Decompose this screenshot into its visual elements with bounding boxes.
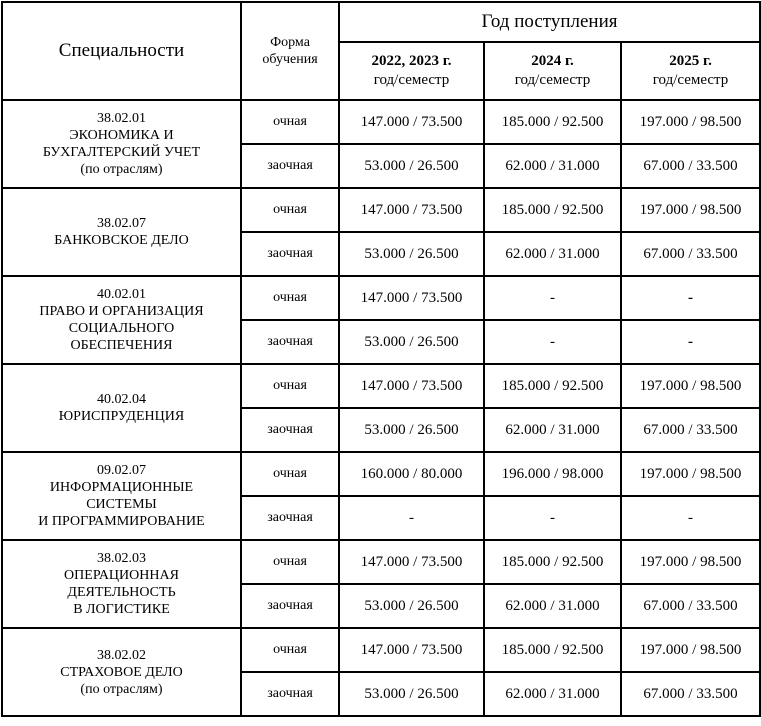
- specialty-name-line: (по отраслям): [80, 681, 163, 697]
- study-form-cell: заочная: [241, 672, 339, 716]
- specialty-name-line: И ПРОГРАММИРОВАНИЕ: [38, 514, 205, 529]
- specialty-name-line: ОПЕРАЦИОННАЯ: [64, 568, 179, 583]
- price-cell: 197.000 / 98.500: [621, 364, 760, 408]
- price-cell: 62.000 / 31.000: [484, 232, 621, 276]
- price-cell: 147.000 / 73.500: [339, 628, 484, 672]
- price-cell: 62.000 / 31.000: [484, 672, 621, 716]
- study-form-cell: очная: [241, 628, 339, 672]
- study-form-cell: очная: [241, 100, 339, 144]
- specialty-code: 38.02.01: [97, 111, 146, 126]
- study-form-cell: заочная: [241, 232, 339, 276]
- price-empty-cell: -: [484, 320, 621, 364]
- form-header-line: обучения: [262, 52, 318, 67]
- price-cell: 53.000 / 26.500: [339, 320, 484, 364]
- unit-label: год/семестр: [652, 72, 729, 88]
- study-form-cell: заочная: [241, 408, 339, 452]
- unit-label: год/семестр: [514, 72, 591, 88]
- specialty-code: 38.02.03: [97, 551, 146, 566]
- header-row-top: [2, 2, 760, 42]
- price-cell: 185.000 / 92.500: [484, 540, 621, 584]
- price-cell: 185.000 / 92.500: [484, 188, 621, 232]
- price-cell: 67.000 / 33.500: [621, 584, 760, 628]
- price-cell: 147.000 / 73.500: [339, 276, 484, 320]
- form-header-line: Форма: [270, 35, 310, 50]
- price-cell: 160.000 / 80.000: [339, 452, 484, 496]
- price-empty-cell: -: [621, 276, 760, 320]
- specialty-name-line: ОБЕСПЕЧЕНИЯ: [70, 338, 173, 353]
- specialty-name-line: БУХГАЛТЕРСКИЙ УЧЕТ: [42, 145, 201, 160]
- price-empty-cell: -: [484, 276, 621, 320]
- specialty-code: 40.02.04: [97, 392, 146, 407]
- specialty-name-line: СОЦИАЛЬНОГО: [68, 321, 175, 336]
- specialty-name-line: (по отраслям): [80, 162, 163, 177]
- price-empty-cell: -: [621, 496, 760, 540]
- form-of-study-header: [241, 2, 339, 100]
- table-row: [2, 540, 760, 584]
- study-form-cell: очная: [241, 364, 339, 408]
- specialty-name-line: ПРАВО И ОРГАНИЗАЦИЯ: [39, 304, 204, 319]
- price-cell: 53.000 / 26.500: [339, 144, 484, 188]
- price-empty-cell: -: [621, 320, 760, 364]
- specialty-cell: [2, 276, 241, 364]
- specialty-name-line: ИНФОРМАЦИОННЫЕ: [49, 480, 194, 495]
- price-cell: 67.000 / 33.500: [621, 408, 760, 452]
- table-row: [2, 188, 760, 232]
- price-cell: 197.000 / 98.500: [621, 540, 760, 584]
- price-cell: 53.000 / 26.500: [339, 408, 484, 452]
- admission-year-header: Год поступления: [339, 2, 760, 42]
- price-cell: 53.000 / 26.500: [339, 584, 484, 628]
- study-form-cell: заочная: [241, 144, 339, 188]
- price-cell: 197.000 / 98.500: [621, 452, 760, 496]
- table-row: [2, 364, 760, 408]
- table-row: [2, 276, 760, 320]
- tuition-table: [1, 1, 761, 717]
- price-empty-cell: -: [484, 496, 621, 540]
- specialty-cell: [2, 364, 241, 452]
- specialty-cell: [2, 540, 241, 628]
- price-cell: 67.000 / 33.500: [621, 232, 760, 276]
- specialty-name-line: ЮРИСПРУДЕНЦИЯ: [58, 409, 185, 424]
- price-cell: 185.000 / 92.500: [484, 628, 621, 672]
- year-label: 2022, 2023 г.: [371, 53, 452, 69]
- specialty-cell: [2, 100, 241, 188]
- table-body: [2, 100, 760, 716]
- price-cell: 147.000 / 73.500: [339, 364, 484, 408]
- price-cell: 185.000 / 92.500: [484, 100, 621, 144]
- year-label: 2024 г.: [531, 53, 574, 69]
- specialty-cell: [2, 628, 241, 716]
- price-cell: 197.000 / 98.500: [621, 100, 760, 144]
- specialty-code: 40.02.01: [97, 287, 146, 302]
- study-form-cell: очная: [241, 276, 339, 320]
- unit-label: год/семестр: [373, 72, 450, 88]
- price-cell: 196.000 / 98.000: [484, 452, 621, 496]
- table-row: [2, 100, 760, 144]
- specialty-code: 38.02.07: [97, 216, 146, 231]
- price-cell: 62.000 / 31.000: [484, 144, 621, 188]
- specialty-name-line: ДЕЯТЕЛЬНОСТЬ: [67, 585, 176, 600]
- price-cell: 197.000 / 98.500: [621, 188, 760, 232]
- table-row: [2, 452, 760, 496]
- price-cell: 53.000 / 26.500: [339, 232, 484, 276]
- specialty-code: 38.02.02: [97, 647, 146, 663]
- specialty-cell: [2, 452, 241, 540]
- study-form-cell: заочная: [241, 320, 339, 364]
- price-cell: 147.000 / 73.500: [339, 540, 484, 584]
- specialties-header: Специальности: [2, 2, 241, 100]
- price-cell: 147.000 / 73.500: [339, 188, 484, 232]
- specialty-name-line: СТРАХОВОЕ ДЕЛО: [60, 664, 183, 680]
- price-empty-cell: -: [339, 496, 484, 540]
- year-column-header: [339, 42, 484, 100]
- price-cell: 197.000 / 98.500: [621, 628, 760, 672]
- year-label: 2025 г.: [669, 53, 712, 69]
- specialty-name-line: В ЛОГИСТИКЕ: [73, 602, 170, 617]
- specialty-name-line: БАНКОВСКОЕ ДЕЛО: [54, 233, 189, 248]
- specialty-name-line: СИСТЕМЫ: [86, 497, 157, 512]
- specialty-code: 09.02.07: [97, 463, 146, 478]
- year-column-header: [621, 42, 760, 100]
- price-cell: 67.000 / 33.500: [621, 144, 760, 188]
- price-cell: 185.000 / 92.500: [484, 364, 621, 408]
- price-cell: 53.000 / 26.500: [339, 672, 484, 716]
- specialty-name-line: ЭКОНОМИКА И: [69, 128, 174, 143]
- table-row: [2, 628, 760, 672]
- price-cell: 62.000 / 31.000: [484, 584, 621, 628]
- price-cell: 147.000 / 73.500: [339, 100, 484, 144]
- study-form-cell: заочная: [241, 584, 339, 628]
- study-form-cell: очная: [241, 188, 339, 232]
- study-form-cell: заочная: [241, 496, 339, 540]
- study-form-cell: очная: [241, 540, 339, 584]
- year-column-header: [484, 42, 621, 100]
- price-cell: 62.000 / 31.000: [484, 408, 621, 452]
- study-form-cell: очная: [241, 452, 339, 496]
- specialty-cell: [2, 188, 241, 276]
- price-cell: 67.000 / 33.500: [621, 672, 760, 716]
